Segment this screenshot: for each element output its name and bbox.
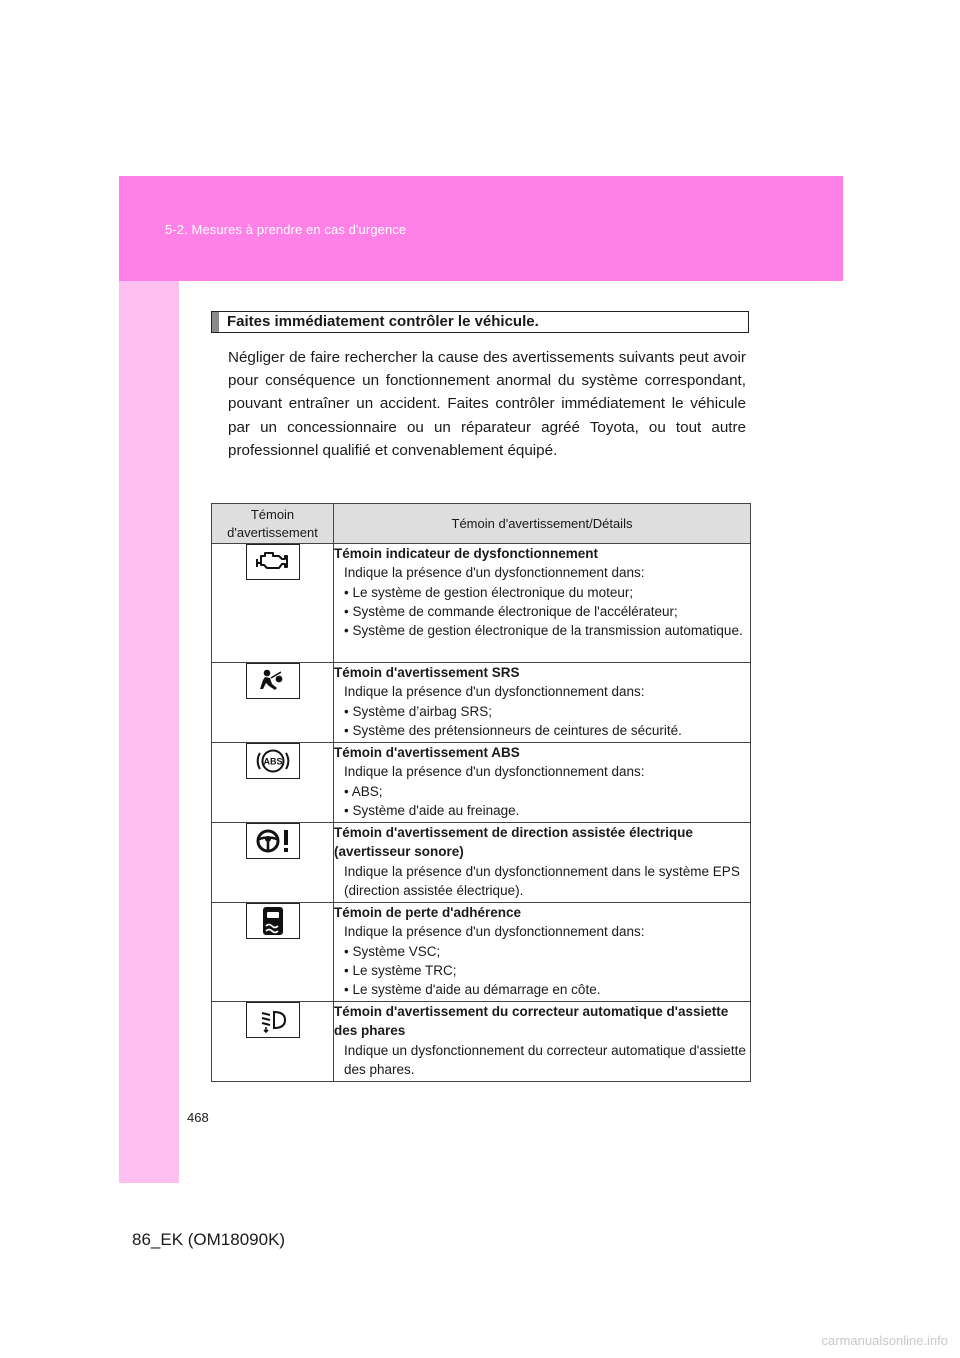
warning-bullet: • Système de commande électronique de l'accélérateur; (344, 603, 678, 619)
steering-warning-icon (246, 823, 300, 859)
table-row (212, 1002, 751, 1082)
warning-bullet: • Le système TRC; (344, 962, 457, 978)
icon-cell (212, 823, 334, 903)
table-row (212, 903, 751, 1002)
description-cell (334, 663, 751, 743)
warning-bullet: • Le système d'aide au démarrage en côte. (344, 982, 601, 998)
warning-lights-table (211, 503, 751, 1082)
caution-title-bar (212, 312, 219, 332)
warning-text: Indique la présence d'un dysfonctionnement dans: (344, 924, 645, 940)
warning-bullet: • Système d'aide au freinage. (344, 802, 520, 818)
icon-cell (212, 663, 334, 743)
skid-icon (246, 903, 300, 939)
side-band (119, 281, 179, 1183)
description-cell (334, 743, 751, 823)
headlight-leveling-icon (246, 1002, 300, 1038)
description-cell (334, 823, 751, 903)
warning-text: Indique la présence d'un dysfonctionnement dans: (344, 684, 645, 700)
engine-icon (246, 544, 300, 580)
icon-cell (212, 743, 334, 823)
abs-icon (246, 743, 300, 779)
warning-text: Indique la présence d'un dysfonctionnement dans: (344, 565, 645, 581)
watermark: carmanualsonline.info (821, 1333, 948, 1348)
warning-text: Indique la présence d'un dysfonctionnement dans le système EPS (direction assistée électrique). (344, 863, 740, 898)
table-row (212, 743, 751, 823)
section-label: 5-2. Mesures à prendre en cas d'urgence (165, 222, 407, 237)
warning-bullet: • Système de gestion électronique de la transmission automatique. (344, 623, 743, 639)
caution-title: Faites immédiatement contrôler le véhicule. (227, 313, 539, 330)
warning-title: Témoin indicateur de dysfonctionnement (334, 546, 599, 561)
airbag-icon (246, 663, 300, 699)
description-cell (334, 544, 751, 663)
warning-text: Indique un dysfonctionnement du correcteur automatique d'assiette des phares. (344, 1042, 746, 1077)
warning-bullet: • Le système de gestion électronique du moteur; (344, 584, 634, 600)
warning-bullet: • Système VSC; (344, 943, 441, 959)
table-row (212, 544, 751, 663)
warning-title: Témoin d'avertissement du correcteur automatique d'assiette des phares (334, 1004, 729, 1039)
abs-icon-text: ABS (262, 756, 283, 767)
warning-title: Témoin d'avertissement SRS (334, 665, 520, 680)
description-cell (334, 1002, 751, 1082)
warning-text: Indique la présence d'un dysfonctionnement dans: (344, 764, 645, 780)
column-header-details: Témoin d'avertissement/Détails (334, 504, 751, 544)
caution-title-box (211, 311, 749, 333)
description-cell (334, 903, 751, 1002)
page-number: 468 (187, 1110, 209, 1125)
warning-title: Témoin de perte d'adhérence (334, 905, 522, 920)
icon-cell (212, 903, 334, 1002)
warning-bullet: • ABS; (344, 783, 383, 799)
warning-bullet: • Système des prétensionneurs de ceintures de sécurité. (344, 722, 682, 738)
caution-body: Négliger de faire rechercher la cause des avertissements suivants peut avoir pour conséquence un fonctionnement anormal du système correspondant, pouvant entraîner un accident. Faites contrôler immédiatement le véhicule par un concessionnaire ou un réparateur agréé Toyota, ou tout autre professionnel qualifié et convenablement équipé. (228, 349, 746, 459)
warning-bullet: • Système d’airbag SRS; (344, 703, 493, 719)
table-header-row (212, 504, 751, 544)
icon-cell (212, 544, 334, 663)
document-code: 86_EK (OM18090K) (132, 1230, 286, 1249)
table-row (212, 823, 751, 903)
table-row (212, 663, 751, 743)
column-header-light: Témoin d'avertissement (212, 504, 334, 544)
warning-title: Témoin d'avertissement ABS (334, 745, 520, 760)
warning-title: Témoin d'avertissement de direction assistée électrique (avertisseur sonore) (334, 825, 693, 860)
icon-cell (212, 1002, 334, 1082)
